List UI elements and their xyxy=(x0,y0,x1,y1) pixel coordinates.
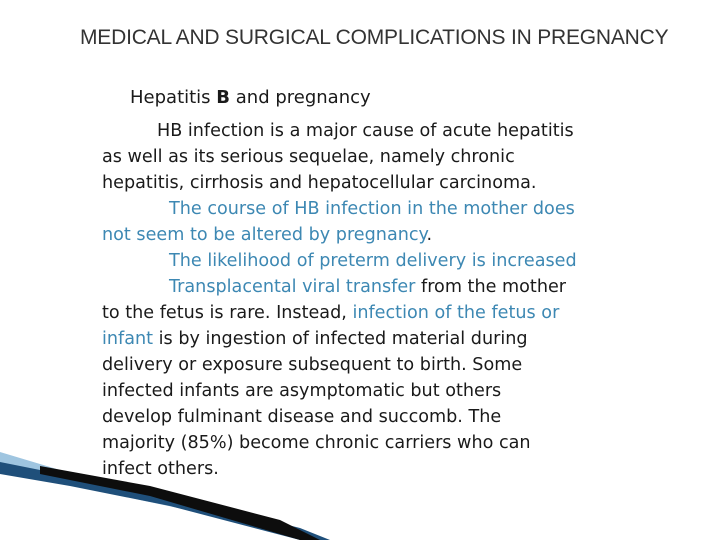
highlighted-text: not seem to be altered by pregnancy xyxy=(102,225,427,245)
paragraph-4-line-5: infected infants are asymptomatic but others xyxy=(102,381,502,401)
slide-body xyxy=(102,118,672,482)
heading-letter: B xyxy=(216,87,231,108)
text-run: HB infection is a major cause of acute hepatitis xyxy=(157,121,574,141)
text-run: . xyxy=(426,225,433,245)
text-run: is by ingestion of infected material during xyxy=(153,329,528,349)
highlighted-text: The course of HB infection in the mother does xyxy=(169,199,575,219)
section-heading xyxy=(130,86,371,110)
paragraph-3-line-1 xyxy=(102,248,672,274)
paragraph-1-line-3: hepatitis, cirrhosis and hepatocellular carcinoma. xyxy=(102,173,537,193)
heading-prefix: Hepatitis xyxy=(130,87,217,108)
paragraph-1-line-2: as well as its serious sequelae, namely chronic xyxy=(102,147,515,167)
paragraph-4-line-2 xyxy=(102,300,672,326)
paragraph-1-line-1 xyxy=(102,118,672,144)
paragraph-4-line-4: delivery or exposure subsequent to birth. Some xyxy=(102,355,523,375)
paragraph-4-line-6: develop fulminant disease and succomb. The xyxy=(102,407,502,427)
paragraph-4-line-7: majority (85%) become chronic carriers who can xyxy=(102,433,531,453)
highlighted-text: Transplacental viral transfer xyxy=(169,277,416,297)
paragraph-4-line-3 xyxy=(102,326,672,352)
highlighted-text: The likelihood of preterm delivery is increased xyxy=(169,251,577,271)
paragraph-4-line-1 xyxy=(102,274,672,300)
text-run: to the fetus is rare. Instead, xyxy=(102,303,353,323)
slide-title: MEDICAL AND SURGICAL COMPLICATIONS IN PREGNANCY xyxy=(80,26,669,49)
paragraph-4-line-8: infect others. xyxy=(102,459,219,479)
text-run: from the mother xyxy=(415,277,567,297)
paragraph-2-line-1 xyxy=(102,196,672,222)
highlighted-text: infection of the fetus or xyxy=(352,303,560,323)
highlighted-text: infant xyxy=(102,329,154,349)
paragraph-2-line-2 xyxy=(102,222,672,248)
heading-suffix: and pregnancy xyxy=(230,87,371,108)
